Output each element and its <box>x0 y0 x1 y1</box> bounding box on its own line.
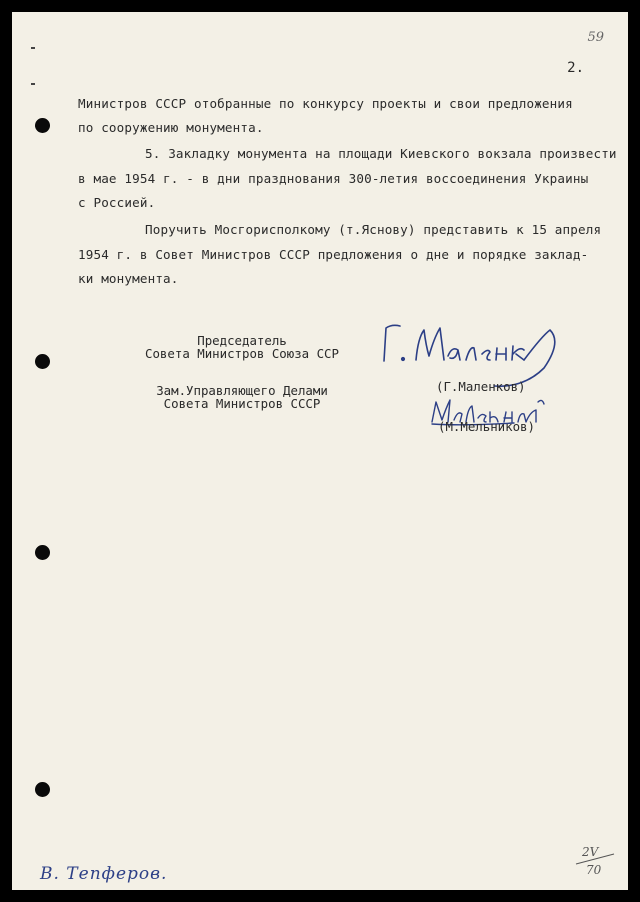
signatory-title: Совета Министров СССР <box>163 396 321 411</box>
punch-hole <box>35 118 50 133</box>
punch-hole <box>35 354 50 369</box>
body-line: ки монумента. <box>78 271 179 286</box>
signatory-name: (М.Мельников) <box>438 419 535 434</box>
body-line: Поручить Мосгорисполкому (т.Яснову) представить к 15 апреля <box>145 222 602 237</box>
handwritten-note: В. Тепферов. <box>40 864 168 884</box>
body-line: 1954 г. в Совет Министров СССР предложения о дне и порядке заклад- <box>78 247 589 262</box>
document-page <box>12 12 628 890</box>
archive-folio-number: 59 <box>587 30 604 45</box>
signatory-title: Зам.Управляющего Делами <box>156 383 328 398</box>
signatory-title: Совета Министров Союза ССР <box>145 346 339 361</box>
page-number: 2. <box>567 60 584 76</box>
corner-mark-bottom: 70 <box>586 863 602 877</box>
body-line: в мае 1954 г. - в дни празднования 300-летия воссоединения Украины <box>78 171 589 186</box>
body-line: Министров СССР отобранные по конкурсу проекты и свои предложения <box>78 96 573 111</box>
punch-hole <box>35 782 50 797</box>
body-line: по сооружению монумента. <box>78 120 264 135</box>
margin-mark <box>31 47 35 49</box>
margin-mark <box>31 83 35 85</box>
corner-mark-top: 2V <box>582 845 599 859</box>
corner-archive-mark <box>570 840 618 880</box>
body-line: с Россией. <box>78 195 156 210</box>
signatory-name: (Г.Маленков) <box>436 379 526 394</box>
signatory-title: Председатель <box>197 333 287 348</box>
malenkov-signature <box>374 316 574 388</box>
body-line: 5. Закладку монумента на площади Киевского вокзала произвести <box>145 146 617 161</box>
punch-hole <box>35 545 50 560</box>
